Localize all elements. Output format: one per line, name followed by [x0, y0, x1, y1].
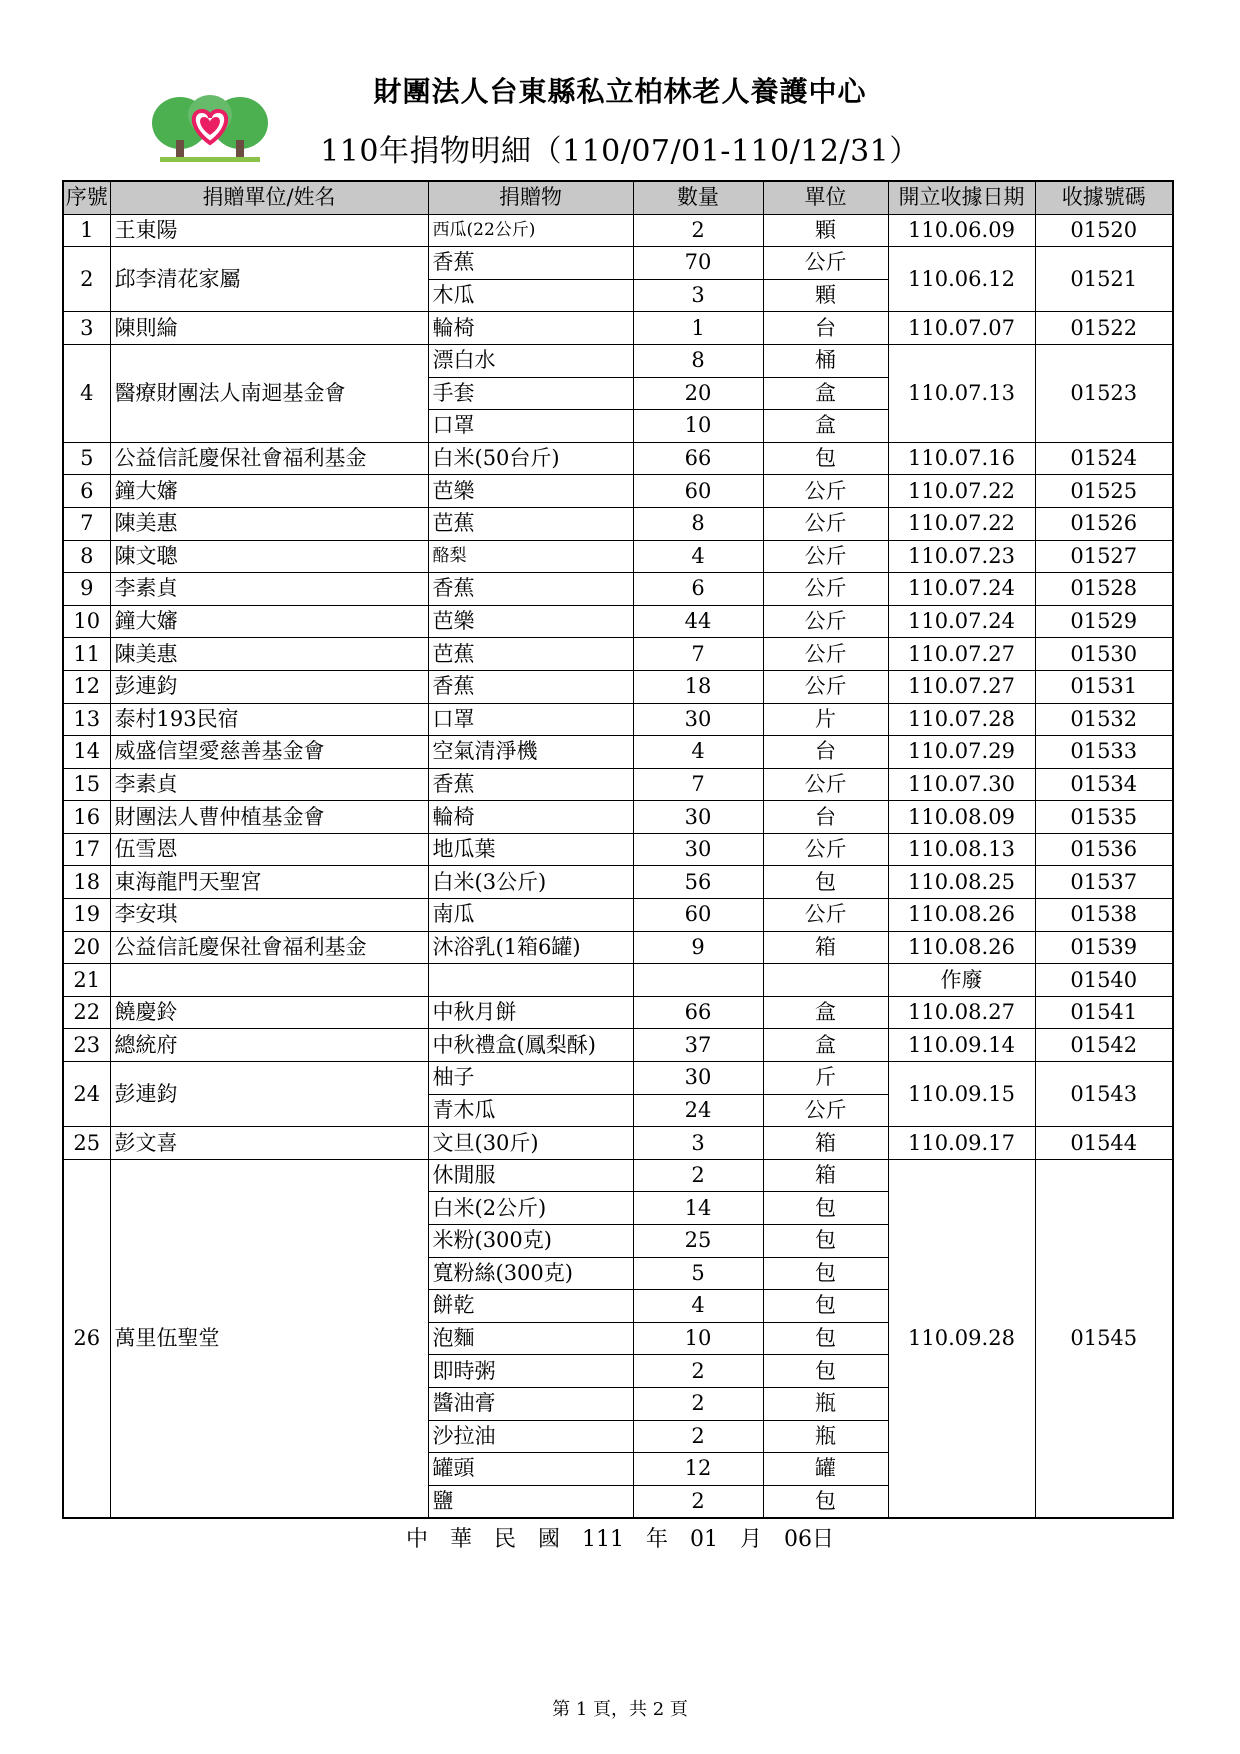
donor-cell: 伍雪恩 — [110, 833, 428, 866]
unit-cell: 箱 — [763, 931, 888, 964]
quantity-cell: 30 — [633, 1062, 763, 1095]
serial-number-cell: 1 — [63, 214, 110, 247]
serial-number-cell: 14 — [63, 736, 110, 769]
unit-cell: 公斤 — [763, 540, 888, 573]
item-cell: 沐浴乳(1箱6罐) — [428, 931, 633, 964]
receipt-date-cell: 110.07.29 — [888, 736, 1035, 769]
unit-cell: 罐 — [763, 1453, 888, 1486]
item-cell: 地瓜葉 — [428, 833, 633, 866]
receipt-number-cell: 01521 — [1035, 247, 1173, 312]
receipt-date-cell: 110.08.13 — [888, 833, 1035, 866]
unit-cell: 瓶 — [763, 1420, 888, 1453]
table-row — [63, 344, 1173, 377]
unit-cell — [763, 964, 888, 997]
table-row — [63, 638, 1173, 671]
table-row — [63, 964, 1173, 997]
quantity-cell: 37 — [633, 1029, 763, 1062]
table-row — [63, 573, 1173, 606]
receipt-date-cell: 110.07.13 — [888, 344, 1035, 442]
unit-cell: 包 — [763, 1355, 888, 1388]
serial-number-cell: 16 — [63, 801, 110, 834]
serial-number-cell: 10 — [63, 605, 110, 638]
quantity-cell: 2 — [633, 1485, 763, 1518]
item-cell: 柚子 — [428, 1062, 633, 1095]
receipt-number-cell: 01532 — [1035, 703, 1173, 736]
receipt-date-cell: 110.07.07 — [888, 312, 1035, 345]
item-cell: 中秋禮盒(鳳梨酥) — [428, 1029, 633, 1062]
receipt-date-cell: 110.07.28 — [888, 703, 1035, 736]
item-cell: 酪梨 — [428, 540, 633, 573]
item-cell: 白米(3公斤) — [428, 866, 633, 899]
table-row — [63, 670, 1173, 703]
column-header: 開立收據日期 — [888, 181, 1035, 214]
receipt-number-cell: 01540 — [1035, 964, 1173, 997]
receipt-date-cell: 110.06.09 — [888, 214, 1035, 247]
table-row — [63, 1127, 1173, 1160]
receipt-date-cell: 110.07.24 — [888, 605, 1035, 638]
quantity-cell: 24 — [633, 1094, 763, 1127]
unit-cell: 台 — [763, 801, 888, 834]
table-row — [63, 931, 1173, 964]
serial-number-cell: 19 — [63, 899, 110, 932]
item-cell: 中秋月餅 — [428, 996, 633, 1029]
quantity-cell: 66 — [633, 442, 763, 475]
table-row — [63, 540, 1173, 573]
serial-number-cell: 6 — [63, 475, 110, 508]
receipt-date-cell: 110.09.14 — [888, 1029, 1035, 1062]
item-cell: 香蕉 — [428, 768, 633, 801]
receipt-number-cell: 01538 — [1035, 899, 1173, 932]
table-row — [63, 899, 1173, 932]
quantity-cell: 66 — [633, 996, 763, 1029]
quantity-cell: 2 — [633, 1420, 763, 1453]
quantity-cell: 2 — [633, 214, 763, 247]
unit-cell: 公斤 — [763, 1094, 888, 1127]
receipt-date-cell: 110.09.28 — [888, 1159, 1035, 1518]
unit-cell: 包 — [763, 1290, 888, 1323]
receipt-number-cell: 01531 — [1035, 670, 1173, 703]
receipt-number-cell: 01528 — [1035, 573, 1173, 606]
receipt-date-cell: 110.07.27 — [888, 670, 1035, 703]
receipt-date-cell: 110.08.27 — [888, 996, 1035, 1029]
donor-cell: 陳文聰 — [110, 540, 428, 573]
receipt-number-cell: 01544 — [1035, 1127, 1173, 1160]
quantity-cell: 10 — [633, 410, 763, 443]
quantity-cell: 60 — [633, 899, 763, 932]
unit-cell: 包 — [763, 442, 888, 475]
serial-number-cell: 13 — [63, 703, 110, 736]
unit-cell: 包 — [763, 1322, 888, 1355]
donor-cell: 李安琪 — [110, 899, 428, 932]
donor-cell: 王東陽 — [110, 214, 428, 247]
quantity-cell: 4 — [633, 540, 763, 573]
unit-cell: 公斤 — [763, 899, 888, 932]
item-cell: 醬油膏 — [428, 1387, 633, 1420]
item-cell: 白米(50台斤) — [428, 442, 633, 475]
item-cell: 手套 — [428, 377, 633, 410]
quantity-cell: 30 — [633, 801, 763, 834]
item-cell: 輪椅 — [428, 801, 633, 834]
serial-number-cell: 23 — [63, 1029, 110, 1062]
item-cell: 泡麵 — [428, 1322, 633, 1355]
unit-cell: 盒 — [763, 410, 888, 443]
serial-number-cell: 4 — [63, 344, 110, 442]
receipt-number-cell: 01526 — [1035, 507, 1173, 540]
receipt-date-cell: 110.07.23 — [888, 540, 1035, 573]
receipt-number-cell: 01523 — [1035, 344, 1173, 442]
donor-cell: 陳則綸 — [110, 312, 428, 345]
unit-cell: 盒 — [763, 996, 888, 1029]
quantity-cell — [633, 964, 763, 997]
donor-cell: 陳美惠 — [110, 507, 428, 540]
receipt-number-cell: 01533 — [1035, 736, 1173, 769]
donor-cell: 邱李清花家屬 — [110, 247, 428, 312]
serial-number-cell: 12 — [63, 670, 110, 703]
serial-number-cell: 24 — [63, 1062, 110, 1127]
receipt-number-cell: 01535 — [1035, 801, 1173, 834]
quantity-cell: 20 — [633, 377, 763, 410]
item-cell: 芭樂 — [428, 605, 633, 638]
table-row — [63, 605, 1173, 638]
donor-cell: 彭文喜 — [110, 1127, 428, 1160]
unit-cell: 台 — [763, 736, 888, 769]
table-row — [63, 768, 1173, 801]
quantity-cell: 70 — [633, 247, 763, 280]
quantity-cell: 8 — [633, 507, 763, 540]
receipt-number-cell: 01527 — [1035, 540, 1173, 573]
unit-cell: 包 — [763, 1225, 888, 1258]
table-row — [63, 247, 1173, 280]
item-cell: 芭樂 — [428, 475, 633, 508]
donor-cell: 總統府 — [110, 1029, 428, 1062]
quantity-cell: 9 — [633, 931, 763, 964]
quantity-cell: 60 — [633, 475, 763, 508]
donor-cell: 陳美惠 — [110, 638, 428, 671]
quantity-cell: 2 — [633, 1355, 763, 1388]
unit-cell: 斤 — [763, 1062, 888, 1095]
donor-cell: 饒慶鈴 — [110, 996, 428, 1029]
unit-cell: 箱 — [763, 1127, 888, 1160]
unit-cell: 箱 — [763, 1159, 888, 1192]
table-row — [63, 214, 1173, 247]
unit-cell: 包 — [763, 1485, 888, 1518]
table-row — [63, 475, 1173, 508]
item-cell: 沙拉油 — [428, 1420, 633, 1453]
issue-date: 中 華 民 國 111 年 01 月 06日 — [406, 1527, 834, 1552]
quantity-cell: 6 — [633, 573, 763, 606]
quantity-cell: 25 — [633, 1225, 763, 1258]
quantity-cell: 12 — [633, 1453, 763, 1486]
item-cell: 米粉(300克) — [428, 1225, 633, 1258]
serial-number-cell: 11 — [63, 638, 110, 671]
quantity-cell: 44 — [633, 605, 763, 638]
donor-cell: 醫療財團法人南迴基金會 — [110, 344, 428, 442]
receipt-date-cell: 110.08.26 — [888, 899, 1035, 932]
item-cell: 罐頭 — [428, 1453, 633, 1486]
donor-cell: 鐘大嬸 — [110, 605, 428, 638]
unit-cell: 公斤 — [763, 833, 888, 866]
quantity-cell: 2 — [633, 1387, 763, 1420]
receipt-number-cell: 01525 — [1035, 475, 1173, 508]
item-cell — [428, 964, 633, 997]
column-header: 單位 — [763, 181, 888, 214]
unit-cell: 公斤 — [763, 475, 888, 508]
item-cell: 木瓜 — [428, 279, 633, 312]
unit-cell: 包 — [763, 1257, 888, 1290]
item-cell: 寬粉絲(300克) — [428, 1257, 633, 1290]
serial-number-cell: 22 — [63, 996, 110, 1029]
table-row — [63, 866, 1173, 899]
receipt-date-cell: 110.08.25 — [888, 866, 1035, 899]
column-header: 序號 — [63, 181, 110, 214]
unit-cell: 片 — [763, 703, 888, 736]
serial-number-cell: 2 — [63, 247, 110, 312]
item-cell: 香蕉 — [428, 670, 633, 703]
table-row — [63, 833, 1173, 866]
item-cell: 芭蕉 — [428, 507, 633, 540]
quantity-cell: 2 — [633, 1159, 763, 1192]
unit-cell: 顆 — [763, 214, 888, 247]
quantity-cell: 56 — [633, 866, 763, 899]
table-header-row — [63, 181, 1173, 214]
table-row — [63, 703, 1173, 736]
document-title: 110年捐物明細（110/07/01-110/12/31） — [320, 134, 920, 169]
receipt-date-cell: 110.07.22 — [888, 475, 1035, 508]
receipt-number-cell: 01542 — [1035, 1029, 1173, 1062]
column-header: 收據號碼 — [1035, 181, 1173, 214]
org-title: 財團法人台東縣私立柏林老人養護中心 — [373, 75, 867, 108]
receipt-number-cell: 01522 — [1035, 312, 1173, 345]
serial-number-cell: 21 — [63, 964, 110, 997]
item-cell: 休閒服 — [428, 1159, 633, 1192]
receipt-date-cell: 110.07.16 — [888, 442, 1035, 475]
quantity-cell: 8 — [633, 344, 763, 377]
quantity-cell: 4 — [633, 736, 763, 769]
column-header: 數量 — [633, 181, 763, 214]
unit-cell: 顆 — [763, 279, 888, 312]
unit-cell: 公斤 — [763, 247, 888, 280]
item-cell: 漂白水 — [428, 344, 633, 377]
serial-number-cell: 17 — [63, 833, 110, 866]
table-row — [63, 1029, 1173, 1062]
receipt-number-cell: 01545 — [1035, 1159, 1173, 1518]
receipt-number-cell: 01529 — [1035, 605, 1173, 638]
item-cell: 口罩 — [428, 410, 633, 443]
receipt-number-cell: 01537 — [1035, 866, 1173, 899]
donation-table — [62, 180, 1174, 1519]
item-cell: 白米(2公斤) — [428, 1192, 633, 1225]
table-row — [63, 996, 1173, 1029]
serial-number-cell: 18 — [63, 866, 110, 899]
unit-cell: 台 — [763, 312, 888, 345]
receipt-date-cell: 110.07.24 — [888, 573, 1035, 606]
receipt-number-cell: 01530 — [1035, 638, 1173, 671]
receipt-number-cell: 01520 — [1035, 214, 1173, 247]
unit-cell: 公斤 — [763, 638, 888, 671]
table-row — [63, 507, 1173, 540]
quantity-cell: 18 — [633, 670, 763, 703]
receipt-date-cell: 110.09.15 — [888, 1062, 1035, 1127]
quantity-cell: 4 — [633, 1290, 763, 1323]
item-cell: 輪椅 — [428, 312, 633, 345]
table-row — [63, 736, 1173, 769]
page-number: 第 1 頁，共 2 頁 — [552, 1699, 688, 1720]
unit-cell: 公斤 — [763, 670, 888, 703]
quantity-cell: 7 — [633, 768, 763, 801]
quantity-cell: 7 — [633, 638, 763, 671]
quantity-cell: 5 — [633, 1257, 763, 1290]
unit-cell: 公斤 — [763, 573, 888, 606]
unit-cell: 盒 — [763, 1029, 888, 1062]
item-cell: 青木瓜 — [428, 1094, 633, 1127]
receipt-number-cell: 01536 — [1035, 833, 1173, 866]
donor-cell: 李素貞 — [110, 768, 428, 801]
item-cell: 香蕉 — [428, 247, 633, 280]
quantity-cell: 3 — [633, 279, 763, 312]
donor-cell: 彭連鈞 — [110, 670, 428, 703]
serial-number-cell: 7 — [63, 507, 110, 540]
receipt-date-cell: 110.07.30 — [888, 768, 1035, 801]
item-cell: 西瓜(22公斤) — [428, 214, 633, 247]
receipt-date-cell: 110.09.17 — [888, 1127, 1035, 1160]
unit-cell: 公斤 — [763, 507, 888, 540]
table-row — [63, 1159, 1173, 1192]
serial-number-cell: 26 — [63, 1159, 110, 1518]
serial-number-cell: 15 — [63, 768, 110, 801]
receipt-date-cell: 110.07.22 — [888, 507, 1035, 540]
receipt-date-cell: 110.08.09 — [888, 801, 1035, 834]
item-cell: 即時粥 — [428, 1355, 633, 1388]
table-row — [63, 442, 1173, 475]
item-cell: 芭蕉 — [428, 638, 633, 671]
serial-number-cell: 25 — [63, 1127, 110, 1160]
donor-cell: 公益信託慶保社會福利基金 — [110, 442, 428, 475]
donor-cell: 萬里伍聖堂 — [110, 1159, 428, 1518]
item-cell: 空氣清淨機 — [428, 736, 633, 769]
item-cell: 文旦(30斤) — [428, 1127, 633, 1160]
unit-cell: 包 — [763, 866, 888, 899]
unit-cell: 瓶 — [763, 1387, 888, 1420]
donor-cell: 李素貞 — [110, 573, 428, 606]
table-row — [63, 312, 1173, 345]
receipt-date-cell: 110.08.26 — [888, 931, 1035, 964]
unit-cell: 桶 — [763, 344, 888, 377]
donor-cell: 彭連鈞 — [110, 1062, 428, 1127]
quantity-cell: 30 — [633, 833, 763, 866]
receipt-date-cell: 110.06.12 — [888, 247, 1035, 312]
serial-number-cell: 8 — [63, 540, 110, 573]
quantity-cell: 1 — [633, 312, 763, 345]
item-cell: 鹽 — [428, 1485, 633, 1518]
quantity-cell: 14 — [633, 1192, 763, 1225]
column-header: 捐贈物 — [428, 181, 633, 214]
quantity-cell: 30 — [633, 703, 763, 736]
donor-cell — [110, 964, 428, 997]
unit-cell: 盒 — [763, 377, 888, 410]
item-cell: 南瓜 — [428, 899, 633, 932]
serial-number-cell: 5 — [63, 442, 110, 475]
serial-number-cell: 9 — [63, 573, 110, 606]
donor-cell: 鐘大嬸 — [110, 475, 428, 508]
unit-cell: 公斤 — [763, 605, 888, 638]
table-row — [63, 801, 1173, 834]
receipt-number-cell: 01541 — [1035, 996, 1173, 1029]
donor-cell: 泰村193民宿 — [110, 703, 428, 736]
donor-cell: 財團法人曹仲植基金會 — [110, 801, 428, 834]
item-cell: 香蕉 — [428, 573, 633, 606]
receipt-date-cell: 作廢 — [888, 964, 1035, 997]
unit-cell: 包 — [763, 1192, 888, 1225]
receipt-number-cell: 01524 — [1035, 442, 1173, 475]
serial-number-cell: 20 — [63, 931, 110, 964]
receipt-number-cell: 01539 — [1035, 931, 1173, 964]
donor-cell: 威盛信望愛慈善基金會 — [110, 736, 428, 769]
unit-cell: 公斤 — [763, 768, 888, 801]
serial-number-cell: 3 — [63, 312, 110, 345]
donor-cell: 東海龍門天聖宮 — [110, 866, 428, 899]
receipt-date-cell: 110.07.27 — [888, 638, 1035, 671]
item-cell: 餅乾 — [428, 1290, 633, 1323]
item-cell: 口罩 — [428, 703, 633, 736]
receipt-number-cell: 01534 — [1035, 768, 1173, 801]
column-header: 捐贈單位/姓名 — [110, 181, 428, 214]
quantity-cell: 3 — [633, 1127, 763, 1160]
table-row — [63, 1062, 1173, 1095]
receipt-number-cell: 01543 — [1035, 1062, 1173, 1127]
quantity-cell: 10 — [633, 1322, 763, 1355]
donor-cell: 公益信託慶保社會福利基金 — [110, 931, 428, 964]
